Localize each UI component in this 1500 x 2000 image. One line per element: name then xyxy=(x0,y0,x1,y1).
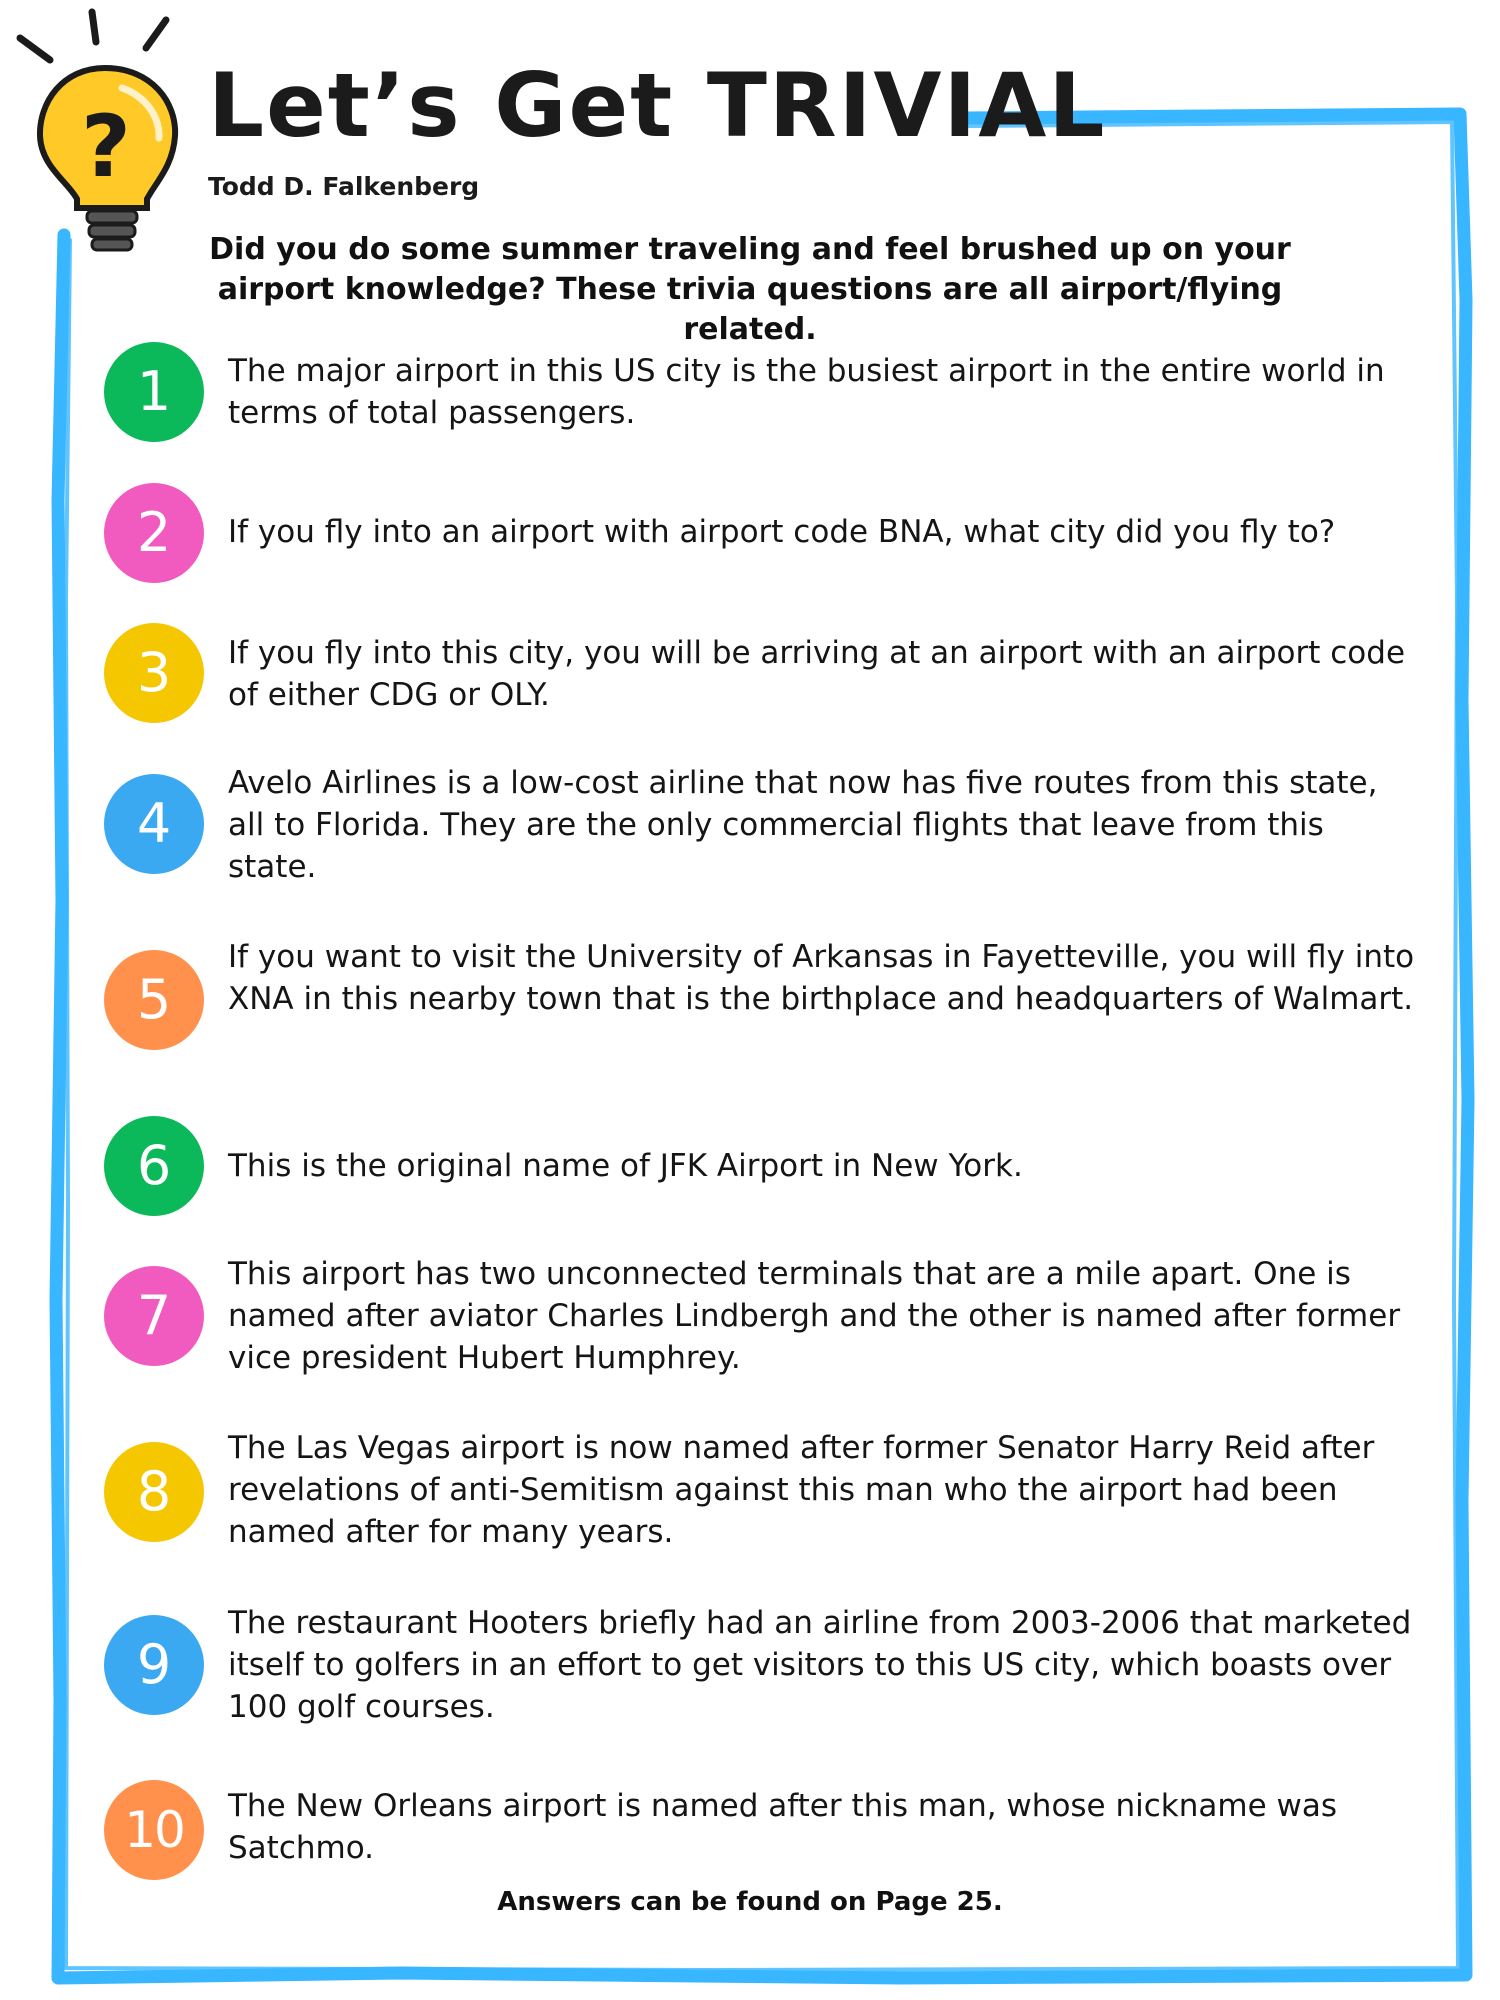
question-text: If you fly into this city, you will be arriving at an airport with an airport code of either CDG or OLY. xyxy=(228,635,1406,713)
question-text: This is the original name of JFK Airport in New York. xyxy=(228,1148,1023,1184)
question-number-badge: 9 xyxy=(104,1615,204,1715)
question-number-badge: 7 xyxy=(104,1266,204,1366)
question-text: If you want to visit the University of Arkansas in Fayetteville, you will fly into XNA in this nearby town that is the birthplace and headquarters of Walmart. xyxy=(228,939,1415,1017)
answers-note: Answers can be found on Page 25. xyxy=(497,1887,1003,1917)
question-text: This airport has two unconnected terminals that are a mile apart. One is named after aviator Charles Lindbergh and the other is named after former vice president Hubert Humphrey. xyxy=(228,1256,1401,1376)
question-number-badge: 3 xyxy=(104,623,204,723)
question-number-badge: 10 xyxy=(104,1780,204,1880)
question-text: Avelo Airlines is a low-cost airline that now has five routes from this state, all to Florida. They are the only commercial flights that leave from this state. xyxy=(228,765,1378,885)
svg-text:?: ? xyxy=(81,97,131,197)
author-byline: Todd D. Falkenberg xyxy=(208,172,480,201)
page-title: Let’s Get TRIVIAL xyxy=(208,54,1107,157)
question-number-badge: 8 xyxy=(104,1442,204,1542)
question-text: The New Orleans airport is named after this man, whose nickname was Satchmo. xyxy=(228,1788,1338,1866)
intro-text: Did you do some summer traveling and feel brushed up on your airport knowledge? These trivia questions are all airport/flying related. xyxy=(209,232,1291,347)
question-number-badge: 1 xyxy=(104,342,204,442)
question-text: If you fly into an airport with airport code BNA, what city did you fly to? xyxy=(228,514,1336,550)
question-number-badge: 5 xyxy=(104,950,204,1050)
question-number-badge: 2 xyxy=(104,483,204,583)
question-text: The Las Vegas airport is now named after former Senator Harry Reid after revelations of anti-Semitism against this man who the airport had been named after for many years. xyxy=(228,1430,1375,1550)
lightbulb-question-icon xyxy=(10,8,190,258)
question-number-badge: 6 xyxy=(104,1116,204,1216)
question-number-badge: 4 xyxy=(104,774,204,874)
question-text: The major airport in this US city is the busiest airport in the entire world in terms of total passengers. xyxy=(228,353,1385,431)
question-text: The restaurant Hooters briefly had an airline from 2003-2006 that marketed itself to golfers in an effort to get visitors to this US city, which boasts over 100 golf courses. xyxy=(228,1605,1412,1725)
